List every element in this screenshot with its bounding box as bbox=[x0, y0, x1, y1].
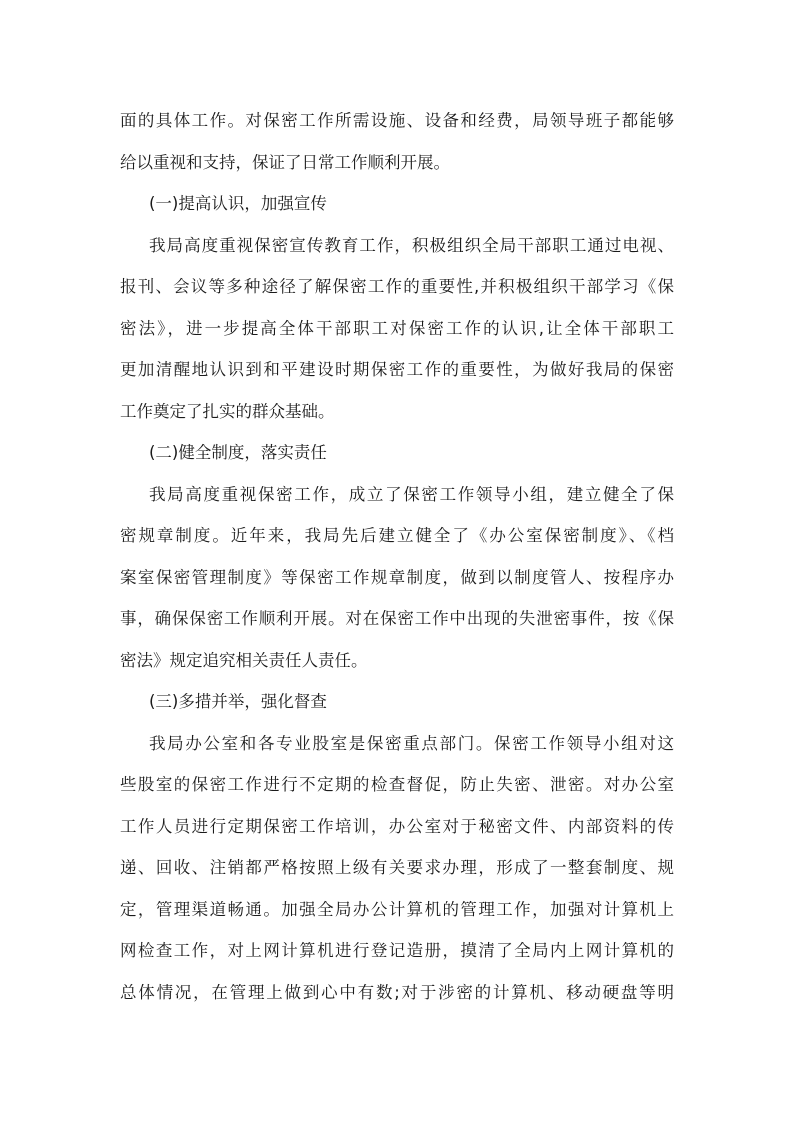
paragraph-line: 报刊、会议等多种途径了解保密工作的重要性,并积极组织干部学习《保 bbox=[120, 277, 674, 296]
paragraph-line: 我局高度重视保密工作，成立了保密工作领导小组，建立健全了保 bbox=[149, 484, 674, 504]
paragraph-line: 总体情况，在管理上做到心中有数;对于涉密的计算机、移动硬盘等明 bbox=[120, 982, 674, 1002]
paragraph-line: 递、回收、注销都严格按照上级有关要求办理，形成了一整套制度、规 bbox=[120, 858, 674, 877]
paragraph-line: 更加清醒地认识到和平建设时期保密工作的重要性，为做好我局的保密 bbox=[120, 360, 674, 379]
section-heading: (三)多措并举，强化督查 bbox=[149, 692, 327, 711]
paragraph-line: 案室保密管理制度》等保密工作规章制度，做到以制度管人、按程序办 bbox=[120, 567, 674, 587]
paragraph-line: 密法》规定追究相关责任人责任。 bbox=[120, 650, 368, 670]
paragraph-line: 工作人员进行定期保密工作培训，办公室对于秘密文件、内部资料的传 bbox=[120, 816, 674, 836]
document-page bbox=[120, 100, 674, 1013]
paragraph-line: 事，确保保密工作顺利开展。对在保密工作中出现的失泄密事件，按《保 bbox=[120, 609, 674, 628]
paragraph-line: 密法》，进一步提高全体干部职工对保密工作的认识,让全体干部职工 bbox=[120, 318, 674, 338]
paragraph-line: 工作奠定了扎实的群众基础。 bbox=[120, 401, 335, 421]
paragraph-line: 给以重视和支持，保证了日常工作顺利开展。 bbox=[120, 152, 450, 172]
paragraph-line: 我局高度重视保密宣传教育工作，积极组织全局干部职工通过电视、 bbox=[149, 235, 674, 255]
paragraph-line: 面的具体工作。对保密工作所需设施、设备和经费，局领导班子都能够 bbox=[120, 111, 674, 130]
paragraph-line: 定，管理渠道畅通。加强全局办公计算机的管理工作，加强对计算机上 bbox=[120, 899, 674, 919]
section-heading: (二)健全制度，落实责任 bbox=[149, 443, 327, 462]
paragraph-line: 网检查工作，对上网计算机进行登记造册，摸清了全局内上网计算机的 bbox=[120, 941, 674, 960]
section-heading: (一)提高认识，加强宣传 bbox=[149, 194, 327, 213]
paragraph-line: 我局办公室和各专业股室是保密重点部门。保密工作领导小组对这 bbox=[149, 733, 674, 753]
paragraph-line: 些股室的保密工作进行不定期的检查督促，防止失密、泄密。对办公室 bbox=[120, 775, 674, 794]
paragraph-line: 密规章制度。近年来，我局先后建立健全了《办公室保密制度》、《档 bbox=[120, 526, 674, 545]
